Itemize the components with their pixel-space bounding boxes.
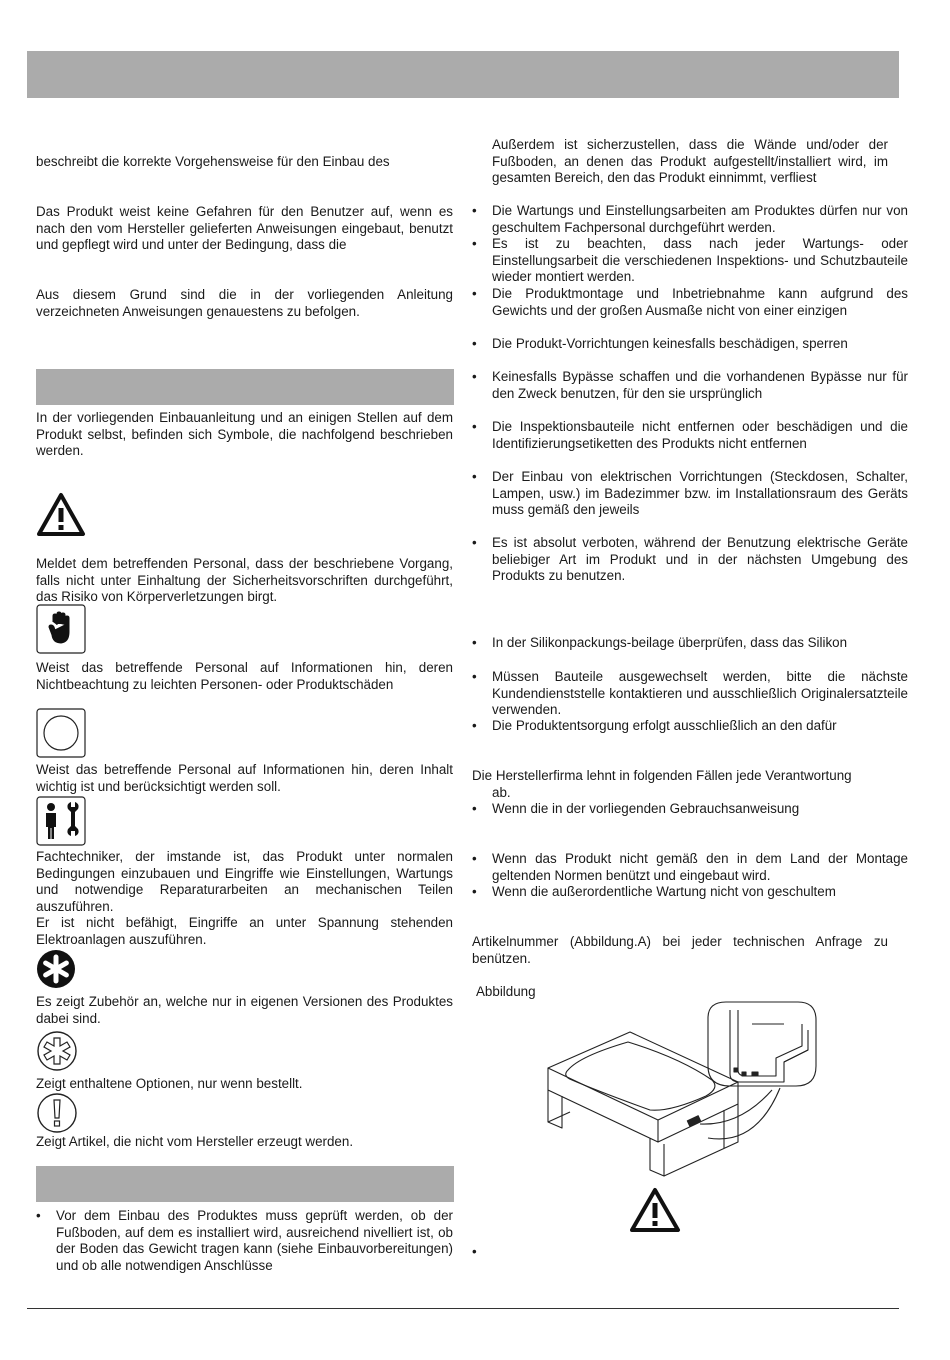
accessory-description: Es zeigt Zubehör an, welche nur in eigenen Versionen des Produktes dabei sind. <box>36 994 453 1026</box>
empty-bullet: • <box>472 1244 477 1259</box>
circle-description: Weist das betreffende Personal auf Informationen hin, deren Inhalt wichtig ist und berücksichtigt werden soll. <box>36 762 453 794</box>
section-bar-safety <box>36 1166 454 1202</box>
bathtub-figure <box>540 996 830 1186</box>
exclamation-circle-icon <box>36 1092 78 1134</box>
footer-rule <box>27 1308 899 1309</box>
technician-wrench-icon <box>36 796 86 846</box>
info-circle-icon <box>36 708 86 758</box>
warning-description: Meldet dem betreffenden Personal, dass der beschriebene Vorgang, falls nicht unter Einhaltung der Sicherheitsvorschriften durchgeführt, das Risiko von Körperverletzungen birgt. <box>36 556 453 605</box>
technician-description: Fachtechniker, der imstande ist, das Produkt unter normalen Bedingungen einzubauen und Eingriffe wie Einstellungen, Wartungs und notwendige Reparaturarbeiten an mechanischen Teilen auszuführen. <box>36 849 453 914</box>
option-asterisk-icon <box>36 1030 78 1072</box>
liability-intro: Die Herstellerfirma lehnt in folgenden Fällen jede Verantwortung <box>472 768 852 783</box>
intro-paragraph-3: Aus diesem Grund sind die in der vorliegenden Anleitung verzeichneten Anweisungen genauestens zu befolgen. <box>36 287 453 319</box>
safety-bullet-2: • Es ist zu beachten, dass nach jeder Wartungs- oder Einstellungsarbeit die verschiedenen Inspektions- und Schutzbauteile wieder montiert werden. <box>472 236 908 286</box>
liability-ab: ab. <box>492 785 511 800</box>
safety-bullet-4: • Die Produkt-Vorrichtungen keinesfalls beschädigen, sperren <box>472 336 908 353</box>
warning-triangle-icon <box>629 1187 681 1233</box>
safety-bullet-1: • Die Wartungs und Einstellungsarbeiten am Produktes dürfen nur von geschultem Fachpersonal durchgeführt werden. <box>472 203 908 236</box>
liability-bullet-1: • Wenn die in der vorliegenden Gebrauchsanweisung <box>472 801 908 818</box>
third-party-description: Zeigt Artikel, die nicht vom Hersteller erzeugt werden. <box>36 1134 354 1149</box>
safety-bullet-7: • Der Einbau von elektrischen Vorrichtungen (Steckdosen, Schalter, Lampen, usw.) im Badezimmer bzw. im Installationsraum des Geräts muss gemäß den jeweils <box>472 469 908 519</box>
safety-bullet-10: • Müssen Bauteile ausgewechselt werden, bitte die nächste Kundendienststelle kontaktieren und ausschließlich Originalersatzteile verwenden. <box>472 669 908 719</box>
intro-paragraph-2: Das Produkt weist keine Gefahren für den Benutzer auf, wenn es nach den vom Hersteller gelieferten Anweisungen eingebaut, benutzt und gepflegt wird und unter der Bedingung, dass die <box>36 204 453 253</box>
safety-bullet-9: • In der Silikonpackungs-beilage überprüfen, dass das Silikon <box>472 635 908 652</box>
figure-label: Abbildung <box>476 984 536 999</box>
safety-bullet-11: • Die Produktentsorgung erfolgt ausschließlich an den dafür <box>472 718 908 735</box>
technician-note: Er ist nicht befähigt, Eingriffe an unter Spannung stehenden Elektroanlagen auszuführen. <box>36 915 453 947</box>
warning-triangle-icon <box>36 492 86 537</box>
safety-bullet-8: • Es ist absolut verboten, während der Benutzung elektrische Geräte beliebiger Art im Produkt und in der nächsten Umgebung des Produkts zu benutzen. <box>472 535 908 585</box>
header-bar <box>27 51 899 98</box>
article-number-paragraph: Artikelnummer (Abbildung.A) bei jeder technischen Anfrage zu benützen. <box>472 934 888 966</box>
tiling-paragraph: Außerdem ist sicherzustellen, dass die Wände und/oder der Fußboden, an denen das Produkt aufgestellt/installiert wird, im gesamten Bereich, den das Produkt einnimmt, verfliest <box>492 137 888 186</box>
safety-bullet-5: • Keinesfalls Bypässe schaffen und die vorhandenen Bypässe nur für den Zweck benutzen, für den sie ursprünglich <box>472 369 908 402</box>
option-description: Zeigt enthaltene Optionen, nur wenn bestellt. <box>36 1076 303 1091</box>
hand-description: Weist das betreffende Personal auf Informationen hin, deren Nichtbeachtung zu leichten Personen- oder Produktschäden <box>36 660 453 692</box>
install-check-bullet: • Vor dem Einbau des Produktes muss geprüft werden, ob der Fußboden, auf dem es installiert wird, ausreichend nivelliert ist, ob der Boden das Gewicht tragen kann (siehe Einbauvorbereitungen) und ob alle notwendigen Anschlüsse <box>36 1208 453 1274</box>
accessory-asterisk-icon <box>36 949 76 989</box>
liability-bullet-2: • Wenn das Produkt nicht gemäß den in dem Land der Montage geltenden Normen benützt und eingebaut wird. <box>472 851 908 884</box>
intro-paragraph-1: beschreibt die korrekte Vorgehensweise für den Einbau des <box>36 154 390 169</box>
safety-bullet-3: • Die Produktmontage und Inbetriebnahme kann aufgrund des Gewichts und der großen Ausmaße nicht von einer einzigen <box>472 286 908 319</box>
section-bar-symbols <box>36 369 454 405</box>
liability-bullet-3: • Wenn die außerordentliche Wartung nicht von geschultem <box>472 884 908 901</box>
stop-hand-icon <box>36 604 86 654</box>
safety-bullet-6: • Die Inspektionsbauteile nicht entfernen oder beschädigen und die Identifizierungsetiketten des Produkts nicht entfernen <box>472 419 908 452</box>
symbols-intro: In der vorliegenden Einbauanleitung und an einigen Stellen auf dem Produkt selbst, befinden sich Symbole, die nachfolgend beschrieben werden. <box>36 410 453 459</box>
